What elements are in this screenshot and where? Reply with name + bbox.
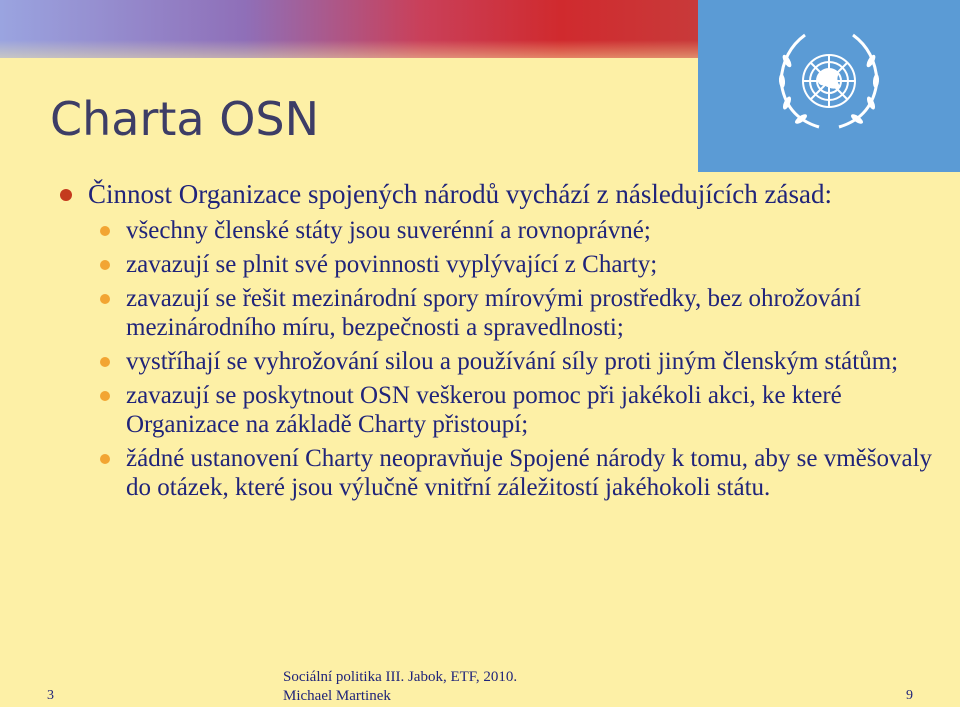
un-emblem-icon — [768, 20, 890, 142]
bullet-dot-icon — [100, 226, 110, 236]
slide-title: Charta OSN — [50, 92, 320, 146]
bullet-dot-icon — [100, 294, 110, 304]
list-item — [60, 284, 940, 342]
list-item — [60, 347, 940, 376]
list-item — [60, 250, 940, 279]
bullet-dot-icon — [100, 357, 110, 367]
bullet-dot-icon — [60, 189, 72, 201]
bullet-dot-icon — [100, 260, 110, 270]
list-item-text: zavazují se poskytnout OSN veškerou pomoc při jakékoli akci, ke které Organizace na základě Charty přistoupí; — [126, 382, 842, 438]
slide-content — [60, 178, 940, 507]
intro-text: Činnost Organizace spojených národů vychází z následujících zásad: — [88, 179, 832, 209]
footer-line-author: Michael Martinek — [283, 688, 391, 704]
decorative-band-fade — [0, 40, 700, 80]
list-item-text: zavazují se plnit své povinnosti vyplývající z Charty; — [126, 251, 658, 278]
bullet-dot-icon — [100, 391, 110, 401]
list-item — [60, 216, 940, 245]
footer-credit — [283, 668, 517, 706]
un-flag — [698, 0, 960, 172]
list-item-text: žádné ustanovení Charty neopravňuje Spojené národy k tomu, aby se vměšovaly do otázek, které jsou výlučně vnitřní záležitostí jakéhokoli státu. — [126, 445, 933, 501]
bullet-dot-icon — [100, 454, 110, 464]
list-item — [60, 444, 940, 502]
list-item — [60, 381, 940, 439]
intro-bullet — [60, 178, 940, 210]
list-item-text: zavazují se řešit mezinárodní spory mírovými prostředky, bez ohrožování mezinárodního míru, bezpečnosti a spravedlnosti; — [126, 285, 861, 341]
list-item-text: vystříhají se vyhrožování silou a používání síly proti jiným členským státům; — [126, 348, 899, 375]
slide-number-right: 9 — [906, 688, 913, 703]
list-item-text: všechny členské státy jsou suverénní a rovnoprávné; — [126, 217, 651, 244]
footer-line-course: Sociální politika III. Jabok, ETF, 2010. — [283, 669, 518, 685]
slide-number-left: 3 — [47, 688, 54, 703]
